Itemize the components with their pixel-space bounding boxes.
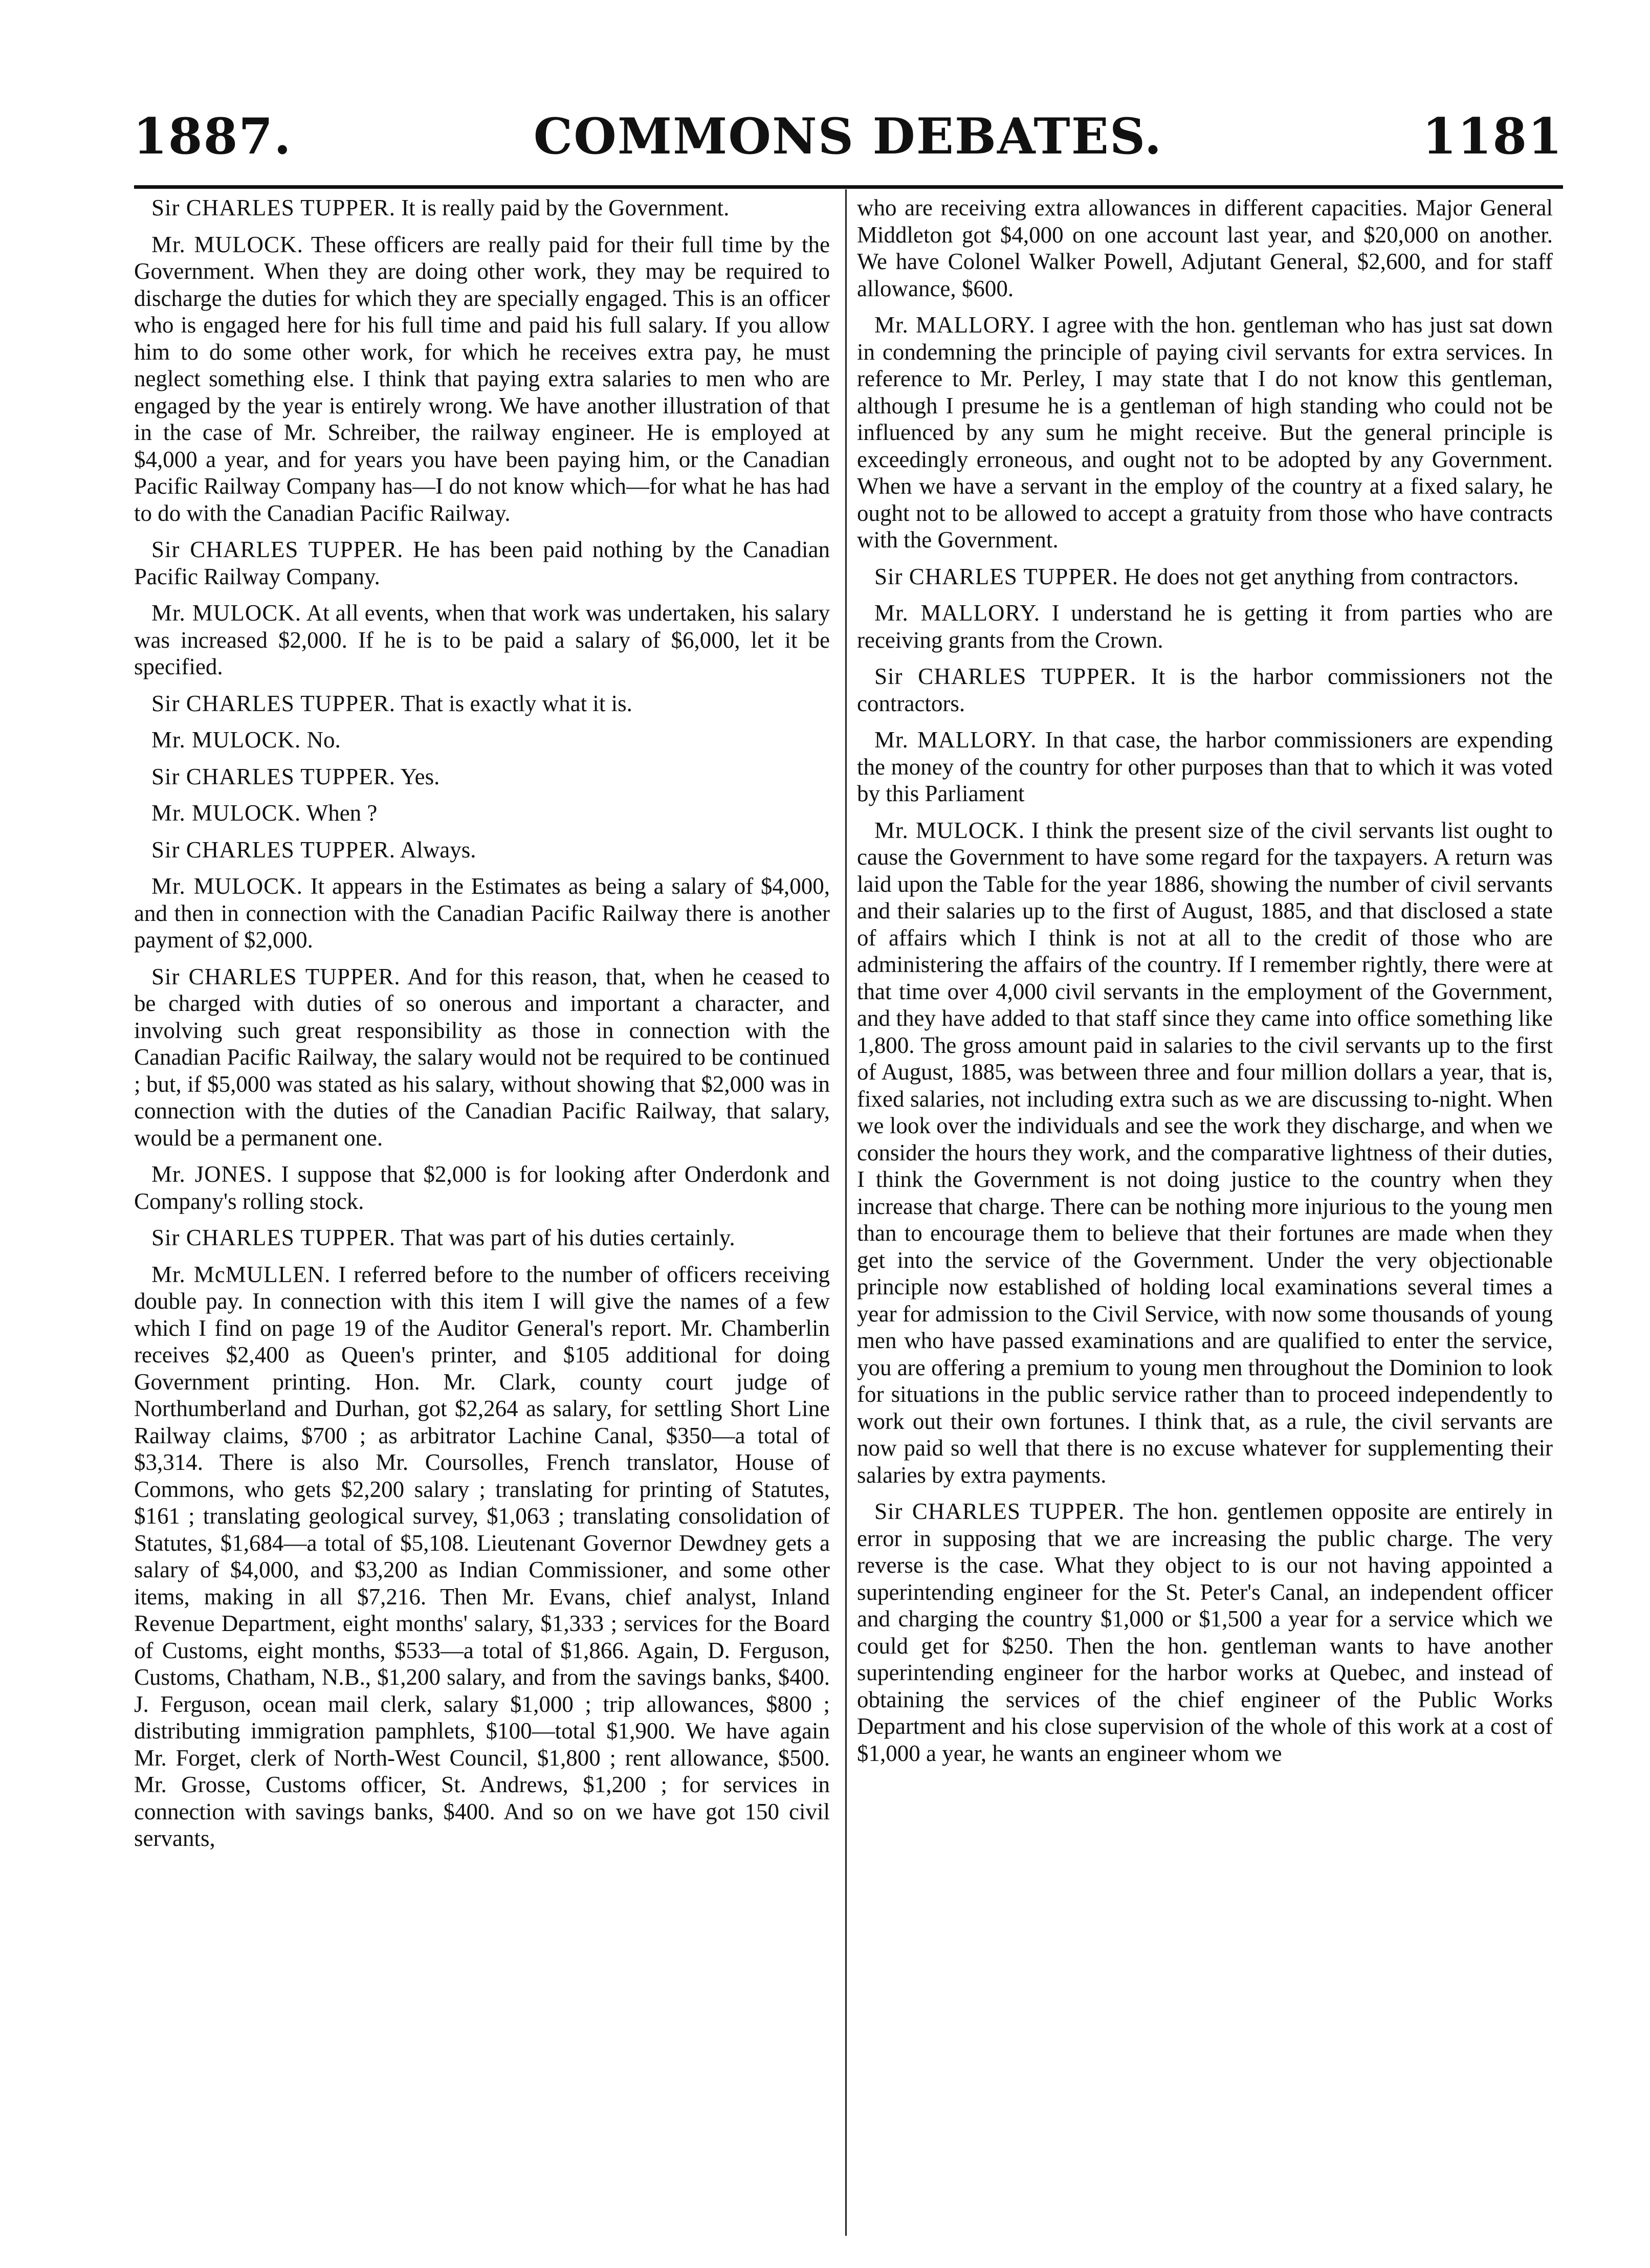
paragraph	[134, 836, 830, 864]
speech-text: It is the harbor commissioners not the contractors.	[857, 664, 1553, 716]
speech-text: He has been paid nothing by the Canadian Pacific Railway Company.	[134, 537, 830, 589]
left-column	[134, 194, 830, 1862]
column-divider	[845, 189, 847, 2236]
speech-text: At all events, when that work was undertaken, his salary was increased $2,000. If he is to be paid a salary of $6,000, let it be specified.	[134, 600, 830, 679]
paragraph	[134, 1224, 830, 1251]
paragraph	[134, 1261, 830, 1852]
paragraph	[857, 312, 1553, 554]
paragraph	[134, 536, 830, 590]
speaker-name: Mr. MULOCK.	[151, 600, 302, 626]
speech-text: Always.	[400, 836, 476, 863]
header-rule	[134, 185, 1563, 189]
speech-text: It appears in the Estimates as being a salary of $4,000, and then in connection with the Canadian Pacific Railway there is another payment of $2,000.	[134, 873, 830, 953]
speaker-name: Mr. McMULLEN.	[151, 1261, 331, 1287]
header-year: 1887.	[133, 107, 292, 165]
paragraph	[857, 663, 1553, 717]
speech-text: And for this reason, that, when he ceased to be charged with duties of so onerous and important a character, and involving such great responsibility as those in connection with the Canadian Pacific Railway, the salary would not be required to be continued ; but, if $5,000 was stated as his salary, without showing that $2,000 was in connection with the duties of the Canadian Pacific Railway, that salary, would be a permanent one.	[134, 963, 830, 1151]
speaker-name: Mr. MULOCK.	[151, 873, 303, 899]
paragraph	[857, 1498, 1553, 1767]
paragraph	[134, 1161, 830, 1215]
speech-text: It is really paid by the Government.	[401, 195, 730, 221]
paragraph	[134, 873, 830, 954]
speaker-name: Sir CHARLES TUPPER.	[874, 1499, 1125, 1524]
speech-text: I agree with the hon. gentleman who has just sat down in condemning the principle of paying civil servants for extra services. In reference to Mr. Perley, I may state that I do not know this gentleman, although I presume he is a gentleman of high standing who could not be influenced by any sum he might receive. But the general principle is exceedingly erroneous, and ought not to be adopted by any Government. When we have a servant in the employ of the country at a fixed salary, he ought not to be allowed to accept a gratuity from those who have contracts with the Government.	[857, 312, 1553, 553]
speech-text: That was part of his duties certainly.	[401, 1225, 735, 1250]
speech-text: These officers are really paid for their full time by the Government. When they are doing other work, they may be required to discharge the duties for which they are specially engaged. This is an officer who is engaged here for his full time and paid his full salary. If you allow him to do some other work, for which he receives extra pay, he must neglect something else. I think that paying extra salaries to men who are engaged by the year is entirely wrong. We have another illustration of that in the case of Mr. Schreiber, the railway engineer. He is employed at $4,000 a year, and for years you have been paying him, or the Canadian Pacific Railway Company has—I do not know which—for what he has had to do with the Canadian Pacific Railway.	[134, 231, 830, 526]
speaker-name: Sir CHARLES TUPPER.	[874, 664, 1137, 689]
paragraph	[134, 231, 830, 527]
paragraph	[134, 763, 830, 790]
speech-text: He does not get anything from contractors.	[1124, 563, 1519, 589]
paragraph	[134, 194, 830, 222]
speaker-name: Sir CHARLES TUPPER.	[151, 836, 396, 863]
speaker-name: Mr. MULOCK.	[151, 800, 301, 826]
speech-text: Yes.	[400, 763, 440, 789]
speech-text: No.	[306, 727, 341, 753]
speech-text: When ?	[306, 800, 378, 826]
paragraph	[134, 963, 830, 1152]
speaker-name: Mr. MULOCK.	[874, 817, 1025, 843]
paragraph	[134, 690, 830, 717]
speaker-name: Sir CHARLES TUPPER.	[874, 563, 1119, 589]
speaker-name: Sir CHARLES TUPPER.	[151, 537, 404, 562]
speaker-name: Mr. MALLORY.	[874, 727, 1037, 753]
speech-text: who are receiving extra allowances in different capacities. Major General Middleton got $4,000 on one account last year, and $20,000 on another. We have Colonel Walker Powell, Adjutant General, $2,600, and for staff allowance, $600.	[857, 195, 1553, 301]
speaker-name: Mr. MULOCK.	[151, 231, 303, 257]
page-header	[133, 107, 1563, 174]
speech-text: In that case, the harbor commissioners are expending the money of the country for other purposes than that to which it was voted by this Parliament	[857, 727, 1553, 806]
speech-text: I understand he is getting it from parties who are receiving grants from the Crown.	[857, 600, 1553, 653]
paragraph	[857, 600, 1553, 653]
right-column	[857, 194, 1553, 1776]
speech-text: I suppose that $2,000 is for looking after Onderdonk and Company's rolling stock.	[134, 1161, 830, 1214]
speech-text: I referred before to the number of officers receiving double pay. In connection with this item I will give the names of a few which I find on page 19 of the Auditor General's report. Mr. Chamberlin receives $2,400 as Queen's printer, and $105 additional for doing Government printing. Hon. Mr. Clark, county court judge of Northumberland and Durhan, got $2,264 as salary, for settling Short Line Railway claims, $700 ; as arbitrator Lachine Canal, $350—a total of $3,314. There is also Mr. Coursolles, French translator, House of Commons, who gets $2,200 salary ; translating for printing of Statutes, $161 ; translating geological survey, $1,063 ; translating consolidation of Statutes, $1,684—a total of $5,108. Lieutenant Governor Dewdney gets a salary of $4,000, and $3,200 as Indian Commissioner, and some other items, making in all $7,216. Then Mr. Evans, chief analyst, Inland Revenue Department, eight months' salary, $1,333 ; services for the Board of Customs, eight months, $533—a total of $1,866. Again, D. Ferguson, Customs, Chatham, N.B., $1,200 salary, and from the savings banks, $400. J. Ferguson, ocean mail clerk, salary $1,000 ; trip allowances, $800 ; distributing immigration pamphlets, $100—total $1,900. We have again Mr. Forget, clerk of North-West Council, $1,800 ; rent allowance, $500. Mr. Grosse, Customs officer, St. Andrews, $1,200 ; for services in connection with savings banks, $400. And so on we have got 150 civil servants,	[134, 1261, 830, 1851]
paragraph	[857, 817, 1553, 1489]
header-page-number: 1181	[1422, 107, 1563, 165]
speech-text: I think the present size of the civil servants list ought to cause the Government to have some regard for the taxpayers. A return was laid upon the Table for the year 1886, showing the number of civil servants and their salaries up to the first of August, 1885, and that disclosed a state of affairs which I think is not at all to the credit of those who are administering the affairs of the country. If I remember rightly, there were at that time over 4,000 civil servants in the employment of the Government, and they have added to that staff since they came into office something like 1,800. The gross amount paid in salaries to the civil servants up to the first of August, 1885, was between three and four million dollars a year, that is, fixed salaries, not including extra such as we are discussing to-night. When we look over the individuals and see the work they discharge, and when we consider the hours they work, and the comparative lightness of their duties, I think the Government is not doing justice to the country when they increase that charge. There can be nothing more injurious to the young men than to encourage them to believe that their fortunes are made when they get into the service of the Government. Under the very objectionable principle now established of holding local examinations several times a year for admission to the Civil Service, with now some thousands of young men who have passed examinations and are qualified to enter the service, you are offering a premium to young men throughout the Dominion to look for situations in the public service rather than to proceed independently to work out their own fortunes. I think that, as a rule, the civil servants are now paid so well that there is no excuse whatever for supplementing their salaries by extra payments.	[857, 817, 1553, 1488]
speaker-name: Mr. JONES.	[151, 1161, 273, 1187]
paragraph	[857, 726, 1553, 807]
speaker-name: Sir CHARLES TUPPER.	[151, 1225, 396, 1250]
paragraph	[134, 800, 830, 827]
speaker-name: Mr. MALLORY.	[874, 600, 1040, 626]
speaker-name: Sir CHARLES TUPPER.	[151, 690, 396, 716]
paragraph	[857, 563, 1553, 590]
speech-text: That is exactly what it is.	[401, 690, 632, 716]
speaker-name: Sir CHARLES TUPPER.	[151, 763, 396, 789]
speaker-name: Sir CHARLES TUPPER.	[151, 963, 401, 989]
speaker-name: Mr. MALLORY.	[874, 312, 1036, 338]
speech-text: The hon. gentlemen opposite are entirely in error in supposing that we are increasing the public charge. The very reverse is the case. What they object to is our not having appointed a superintending engineer for the St. Peter's Canal, an independent officer and charging the country $1,000 or $1,500 a year for a service which we could get for $250. Then the hon. gentleman wants to have another superintending engineer for the harbor works at Quebec, and instead of obtaining the services of the chief engineer of the Public Works Department and his close supervision of the whole of this work at a cost of $1,000 a year, he wants an engineer whom we	[857, 1499, 1553, 1766]
speaker-name: Sir CHARLES TUPPER.	[151, 195, 396, 221]
paragraph	[857, 194, 1553, 302]
paragraph	[134, 726, 830, 754]
header-title: COMMONS DEBATES.	[533, 107, 1163, 165]
speaker-name: Mr. MULOCK.	[151, 727, 301, 753]
paragraph	[134, 600, 830, 680]
